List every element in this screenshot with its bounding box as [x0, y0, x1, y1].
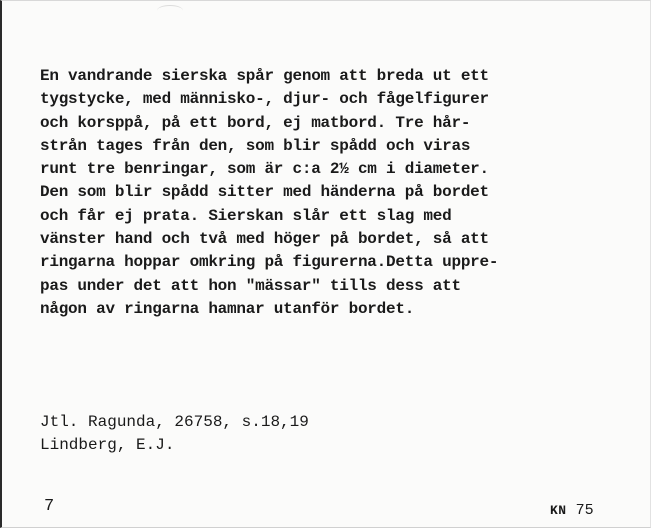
body-line: vänster hand och två med höger på bordet, så att: [40, 230, 489, 249]
card-body-text: [40, 65, 645, 321]
body-line: och får ej prata. Sierskan slår ett slag med: [40, 206, 452, 225]
source-line: Jtl. Ragunda, 26758, s.18,19: [40, 413, 309, 431]
catalog-number: 75: [575, 502, 594, 519]
body-line: Den som blir spådd sitter med händerna på bordet: [40, 183, 489, 202]
informant-line: Lindberg, E.J.: [40, 436, 175, 455]
body-line: pas under det att hon "mässar" tills dess att: [40, 276, 461, 295]
source-reference: [40, 411, 309, 458]
body-line: någon av ringarna hamnar utanför bordet.: [40, 299, 415, 318]
body-line: ringarna hoppar omkring på figurerna.Detta uppre-: [40, 253, 499, 272]
catalog-prefix: KN: [550, 503, 567, 518]
catalog-id: [550, 502, 594, 519]
body-line: strån tages från den, som blir spådd och viras: [40, 136, 471, 155]
body-line: och korsppå, på ett bord, ej matbord. Tre hår-: [40, 113, 471, 132]
body-line: tygstycke, med människo-, djur- och fågelfigurer: [40, 90, 489, 109]
paper-mark: [157, 5, 183, 16]
body-line: runt tre benringar, som är c:a 2½ cm i diameter.: [40, 160, 489, 179]
body-line: En vandrande sierska spår genom att breda ut ett: [40, 67, 489, 85]
page-number: 7: [44, 497, 55, 516]
